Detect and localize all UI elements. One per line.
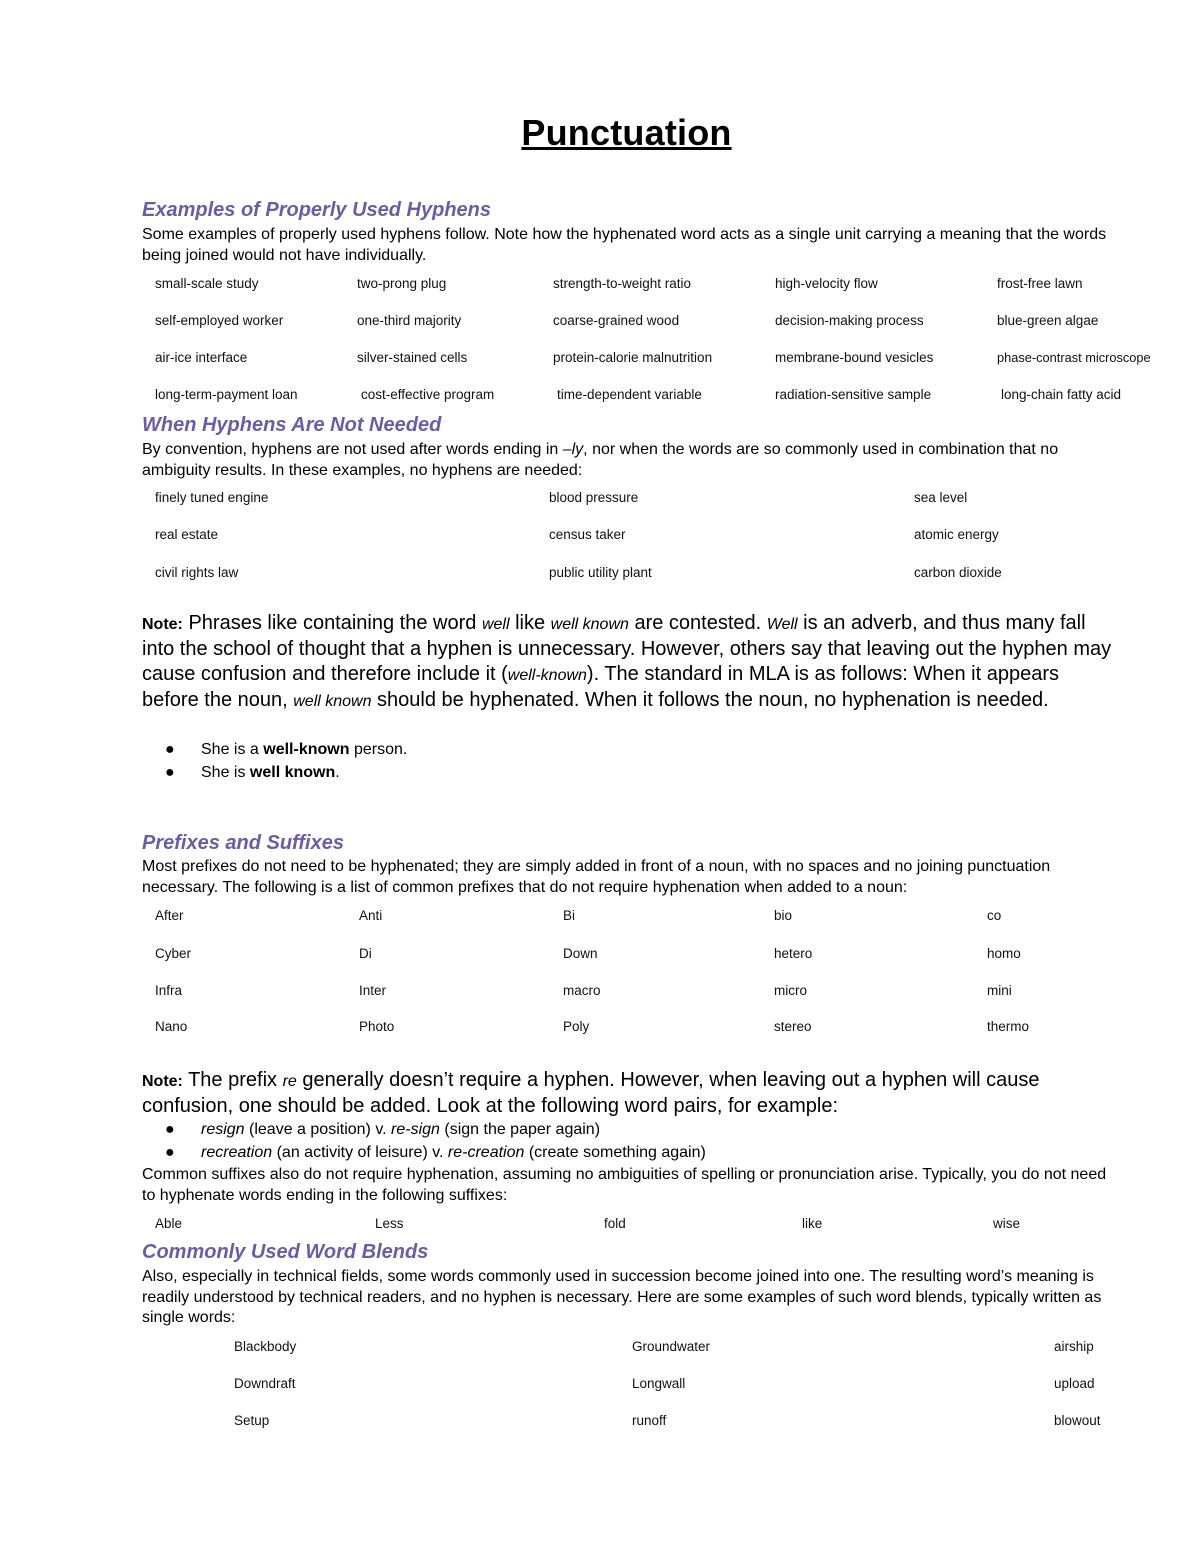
grid-cell: bio: [774, 908, 793, 923]
grid-cell: upload: [1054, 1376, 1095, 1391]
list-item: ● recreation (an activity of leisure) v. re-creation (create something again): [165, 1141, 706, 1164]
grid-cell: Downdraft: [234, 1376, 296, 1391]
grid-cell: Nano: [155, 1019, 188, 1034]
grid-cell: runoff: [632, 1413, 667, 1428]
section-text-word-blends: Also, especially in technical fields, some words commonly used in succession become joined into one. The resulting word’s meaning is readily understood by technical readers, and no hyphen is necessary. Here are some examples of such word blends, typically written as single words:: [142, 1268, 1102, 1326]
grid-cell: atomic energy: [914, 527, 999, 542]
grid-cell: coarse-grained wood: [553, 313, 680, 328]
grid-cell: carbon dioxide: [914, 565, 1002, 580]
grid-cell: Blackbody: [234, 1339, 297, 1354]
bullet-icon: ●: [165, 764, 175, 781]
section-text-prefixes: Most prefixes do not need to be hyphenated; they are simply added in front of a noun, with no spaces and no joining punctuation necessary. The following is a list of common prefixes that do not require hyphenation when added to a noun:: [142, 858, 1051, 896]
grid-cell: small-scale study: [155, 276, 259, 291]
grid-cell: blood pressure: [549, 490, 639, 505]
grid-cell: Down: [563, 946, 598, 961]
grid-cell: micro: [774, 983, 807, 998]
grid-cell: cost-effective program: [361, 387, 495, 402]
grid-cell: census taker: [549, 527, 626, 542]
bullet-icon: ●: [165, 741, 175, 758]
grid-cell: co: [987, 908, 1002, 923]
grid-cell: Cyber: [155, 946, 192, 961]
grid-cell: one-third majority: [357, 313, 462, 328]
grid-cell: Longwall: [632, 1376, 686, 1391]
grid-cell: decision-making process: [775, 313, 924, 328]
grid-cell: fold: [604, 1216, 626, 1231]
grid-cell: silver-stained cells: [357, 350, 468, 365]
grid-cell: Inter: [359, 983, 387, 998]
grid-cell: thermo: [987, 1019, 1030, 1034]
grid-cell: radiation-sensitive sample: [775, 387, 932, 402]
grid-cell: Poly: [563, 1019, 590, 1034]
grid-cell: civil rights law: [155, 565, 239, 580]
section-text-hyphens: Some examples of properly used hyphens follow. Note how the hyphenated word acts as a single unit carrying a meaning that the words being joined would not have individually.: [142, 226, 1107, 264]
grid-cell: sea level: [914, 490, 968, 505]
section-heading-prefixes: Prefixes and Suffixes: [142, 832, 344, 854]
list-item: ● resign (leave a position) v. re-sign (sign the paper again): [165, 1118, 706, 1141]
grid-cell: stereo: [774, 1019, 812, 1034]
section-heading-hyphens: Examples of Properly Used Hyphens: [142, 199, 492, 221]
suffix-text: Common suffixes also do not require hyphenation, assuming no ambiguities of spelling or pronunciation arise. Typically, you do not need to hyphenate words ending in the following suffixes:: [142, 1166, 1107, 1204]
grid-cell: real estate: [155, 527, 219, 542]
grid-cell: Di: [359, 946, 372, 961]
grid-cell: phase-contrast microscope: [997, 350, 1151, 365]
grid-cell: Photo: [359, 1019, 395, 1034]
grid-cell: high-velocity flow: [775, 276, 878, 291]
grid-cell: frost-free lawn: [997, 276, 1083, 291]
grid-cell: like: [802, 1216, 823, 1231]
grid-cell: finely tuned engine: [155, 490, 269, 505]
grid-cell: Setup: [234, 1413, 270, 1428]
grid-cell: protein-calorie malnutrition: [553, 350, 713, 365]
grid-cell: Able: [155, 1216, 183, 1231]
grid-cell: Less: [375, 1216, 404, 1231]
grid-cell: mini: [987, 983, 1012, 998]
grid-cell: Groundwater: [632, 1339, 711, 1354]
grid-cell: homo: [987, 946, 1021, 961]
grid-cell: Bi: [563, 908, 576, 923]
list-item: ● She is a well-known person.: [165, 738, 407, 761]
grid-cell: airship: [1054, 1339, 1094, 1354]
list-item: ● She is well known.: [165, 761, 407, 784]
grid-cell: wise: [993, 1216, 1021, 1231]
grid-cell: long-chain fatty acid: [1001, 387, 1122, 402]
grid-cell: membrane-bound vesicles: [775, 350, 934, 365]
grid-cell: blowout: [1054, 1413, 1101, 1428]
bullet-icon: ●: [165, 1121, 175, 1138]
section-heading-word-blends: Commonly Used Word Blends: [142, 1241, 429, 1263]
grid-cell: time-dependent variable: [557, 387, 702, 402]
grid-cell: Anti: [359, 908, 383, 923]
note-prefix-re: Note: The prefix re generally doesn’t require a hyphen. However, when leaving out a hyphen will cause confusion, one should be added. Look at the following word pairs, for example:: [142, 1069, 1040, 1117]
well-known-examples-list: [165, 738, 407, 784]
note-well-known: Note: Phrases like containing the word well like well known are contested. Well is an adverb, and thus many fall into the school of thought that a hyphen is unnecessary. However, others say that leaving out the hyphen may cause confusion and therefore include it (well-known). The standard in MLA is as follows: When it appears before the noun, well known should be hyphenated. When it follows the noun, no hyphenation is needed.: [142, 612, 1112, 711]
grid-cell: macro: [563, 983, 601, 998]
re-word-pairs-list: [165, 1118, 706, 1164]
page-title: Punctuation: [521, 112, 732, 153]
grid-cell: After: [155, 908, 184, 923]
grid-cell: two-prong plug: [357, 276, 447, 291]
grid-cell: self-employed worker: [155, 313, 284, 328]
grid-cell: Infra: [155, 983, 183, 998]
grid-cell: strength-to-weight ratio: [553, 276, 692, 291]
grid-cell: public utility plant: [549, 565, 652, 580]
section-heading-not-needed: When Hyphens Are Not Needed: [142, 414, 442, 436]
grid-cell: long-term-payment loan: [155, 387, 298, 402]
grid-cell: blue-green algae: [997, 313, 1099, 328]
section-text-not-needed: By convention, hyphens are not used after words ending in –ly, nor when the words are so commonly used in combination that no ambiguity results. In these examples, no hyphens are needed:: [142, 441, 1059, 479]
grid-cell: hetero: [774, 946, 813, 961]
grid-cell: air-ice interface: [155, 350, 248, 365]
bullet-icon: ●: [165, 1144, 175, 1161]
